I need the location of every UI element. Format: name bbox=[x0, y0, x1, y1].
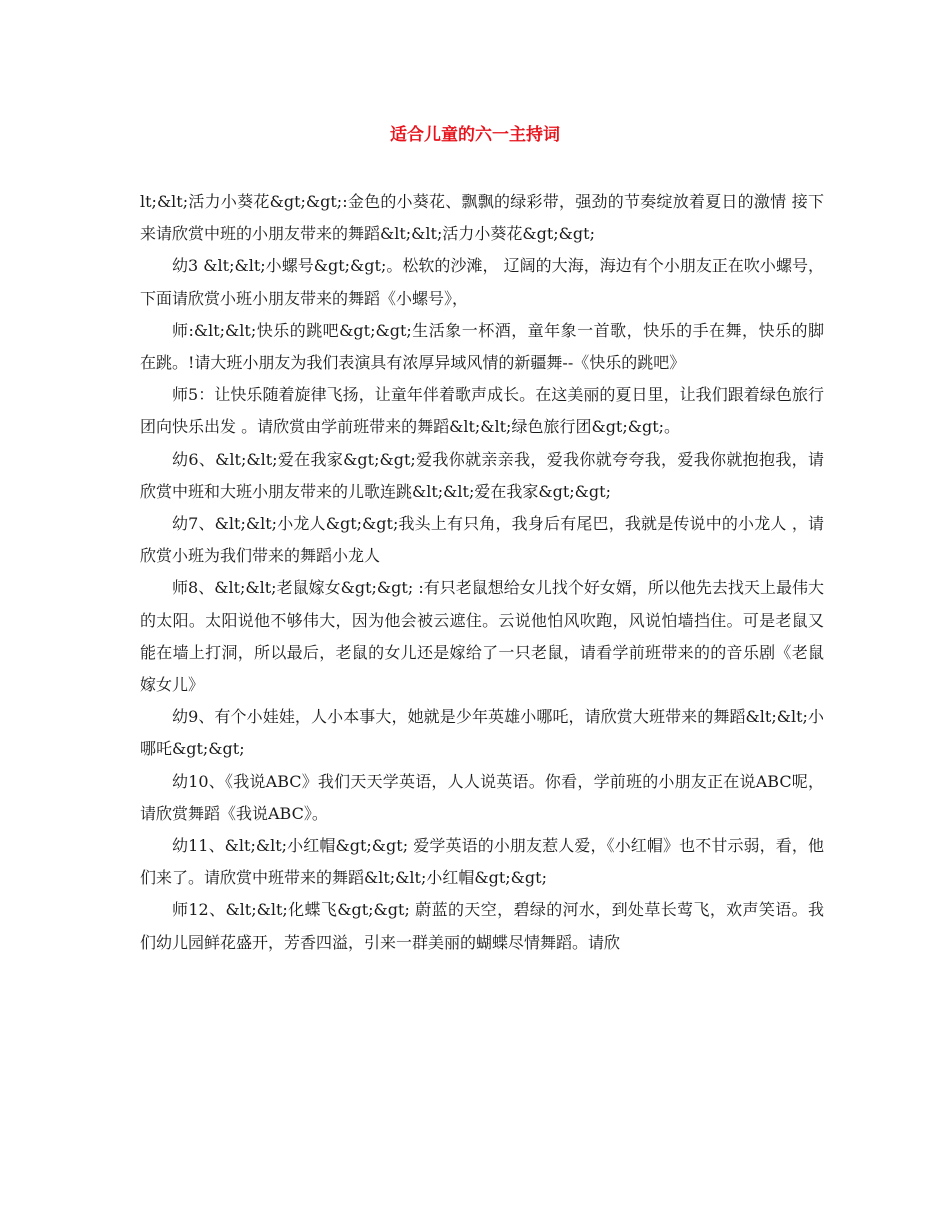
paragraph: 师8、&lt;&lt;老鼠嫁女&gt;&gt; :有只老鼠想给女儿找个好女婿，所以他先去找天上最伟大的太阳。太阳说他不够伟大，因为他会被云遮住。云说他怕风吹跑，风说怕墙挡住。可是老鼠又能在墙上打洞，所以最后，老鼠的女儿还是嫁给了一只老鼠，请看学前班带来的的音乐剧《老鼠嫁女儿》 bbox=[140, 578, 824, 695]
paragraph: 师:&lt;&lt;快乐的跳吧&gt;&gt;生活象一杯酒，童年象一首歌，快乐的手在舞，快乐的脚在跳。!请大班小朋友为我们表演具有浓厚异域风情的新疆舞--《快乐的跳吧》 bbox=[140, 320, 824, 373]
paragraph: lt;&lt;活力小葵花&gt;&gt;:金色的小葵花、飘飘的绿彩带，强劲的节奏绽放着夏日的激情 接下来请欣赏中班的小朋友带来的舞蹈&lt;&lt;活力小葵花&gt;&gt; bbox=[140, 192, 824, 244]
document-body bbox=[140, 186, 824, 959]
paragraph: 幼3 &lt;&lt;小螺号&gt;&gt;。松软的沙滩， 辽阔的大海，海边有个小朋友正在吹小螺号，下面请欣赏小班小朋友带来的舞蹈《小螺号》， bbox=[140, 256, 824, 308]
paragraph: 幼10、《我说ABC》我们天天学英语，人人说英语。你看，学前班的小朋友正在说ABC呢，请欣赏舞蹈《我说ABC》。 bbox=[140, 771, 824, 823]
paragraph: 幼7、&lt;&lt;小龙人&gt;&gt;我头上有只角，我身后有尾巴，我就是传说中的小龙人 ，请欣赏小班为我们带来的舞蹈小龙人 bbox=[140, 514, 824, 566]
paragraph: 幼9、有个小娃娃，人小本事大，她就是少年英雄小哪吒，请欣赏大班带来的舞蹈&lt;&lt;小哪吒&gt;&gt; bbox=[140, 707, 824, 759]
paragraph: 幼11、&lt;&lt;小红帽&gt;&gt; 爱学英语的小朋友惹人爱，《小红帽》也不甘示弱，看，他们来了。请欣赏中班带来的舞蹈&lt;&lt;小红帽&gt;&gt; bbox=[140, 836, 824, 888]
paragraph: 师12、&lt;&lt;化蝶飞&gt;&gt; 蔚蓝的天空，碧绿的河水，到处草长莺飞，欢声笑语。我们幼儿园鲜花盛开，芳香四溢，引来一群美丽的蝴蝶尽情舞蹈。请欣 bbox=[140, 900, 824, 952]
paragraph: 师5：让快乐随着旋律飞扬，让童年伴着歌声成长。在这美丽的夏日里，让我们跟着绿色旅行团向快乐出发 。请欣赏由学前班带来的舞蹈&lt;&lt;绿色旅行团&gt;&gt;。 bbox=[140, 385, 824, 437]
paragraph: 幼6、&lt;&lt;爱在我家&gt;&gt;爱我你就亲亲我，爱我你就夸夸我，爱我你就抱抱我，请欣赏中班和大班小朋友带来的儿歌连跳&lt;&lt;爱在我家&gt;&gt; bbox=[140, 449, 824, 501]
document-title: 适合儿童的六一主持词 bbox=[390, 125, 560, 145]
